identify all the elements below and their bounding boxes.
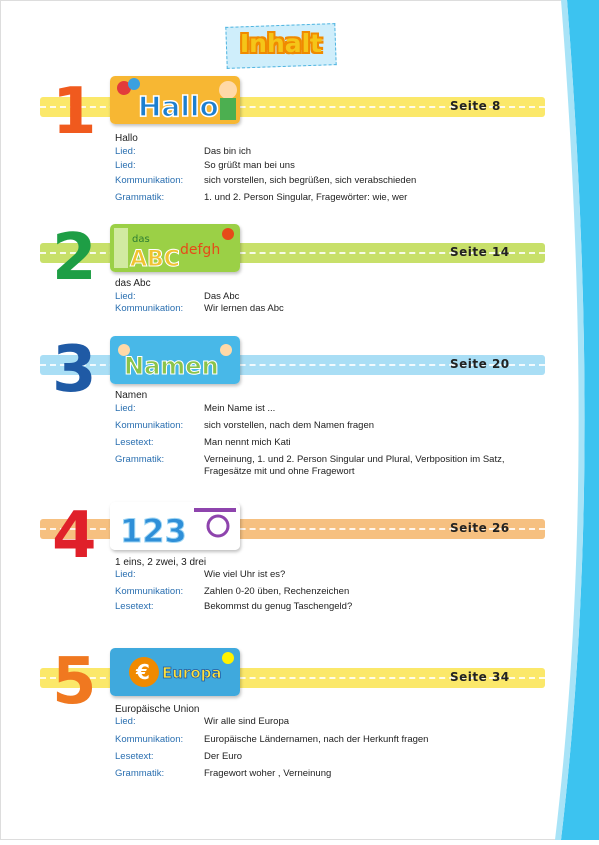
unit-1: Seite 8 1 Hallo Hallo Lied: Das bin ich Lied: So grüßt man bei uns Kommunikation: sich vorstellen, sich begrüßen, sich verabschieden Grammatik: 1. und 2. Person Singular, Fragewörter: wie, wer	[0, 70, 560, 210]
unit-3: Seite 20 3 Namen Namen Lied: Mein Name ist ... Kommunikation: sich vorstellen, nach dem Namen fragen Lesetext: Man nennt mich Kati Grammatik: Verneinung, 1. und 2. Person Singular und Plural, Verbposition im Satz, Fragesätze mit und ohne Fragewort	[0, 330, 560, 480]
svg-text:das: das	[132, 234, 150, 245]
page-number: Seite 20	[450, 357, 510, 371]
page-title: Inhalt	[239, 29, 323, 58]
unit-number: 5	[52, 645, 97, 719]
unit-title: Namen	[115, 390, 148, 401]
unit-4: Seite 26 4 123 1 eins, 2 zwei, 3 drei Lied: Wie viel Uhr ist es? Kommunikation: Zahlen 0-20 üben, Rechenzeichen Lesetext: Bekommst du genug Taschengeld?	[0, 496, 560, 626]
svg-text:Namen: Namen	[124, 352, 219, 380]
page-number: Seite 14	[450, 245, 510, 259]
page-number: Seite 26	[450, 521, 510, 535]
unit-number: 3	[52, 333, 97, 407]
svg-text:Europa: Europa	[162, 664, 222, 682]
unit-4-illustration	[110, 502, 240, 550]
svg-text:€: €	[136, 660, 150, 684]
svg-text:Hallo: Hallo	[138, 90, 219, 123]
unit-5-illustration	[110, 648, 240, 696]
unit-2-illustration	[110, 224, 240, 272]
page-number: Seite 8	[450, 99, 501, 113]
unit-title: 1 eins, 2 zwei, 3 drei	[115, 557, 207, 568]
unit-3-illustration	[110, 336, 240, 384]
unit-title: das Abc	[115, 278, 151, 289]
svg-text:defgh: defgh	[180, 242, 221, 258]
unit-title: Hallo	[115, 133, 138, 144]
svg-text:123: 123	[120, 512, 187, 550]
unit-number: 2	[52, 221, 97, 295]
unit-title: Europäische Union	[115, 704, 200, 715]
unit-number: 4	[52, 499, 97, 573]
svg-text:ABC: ABC	[130, 247, 180, 272]
page-number: Seite 34	[450, 670, 510, 684]
unit-5: Seite 34 5 € Europa Europäische Union Lied: Wir alle sind Europa Kommunikation: Europäische Ländernamen, nach der Herkunft fragen Lesetext: Der Euro Grammatik: Fragewort woher , Verneinung	[0, 640, 560, 790]
title-box	[226, 25, 336, 67]
unit-2: Seite 14 2 das ABC defgh das Abc Lied: Das Abc Kommunikation: Wir lernen das Abc	[0, 218, 560, 318]
unit-number: 1	[52, 75, 97, 149]
unit-1-illustration	[110, 76, 240, 124]
